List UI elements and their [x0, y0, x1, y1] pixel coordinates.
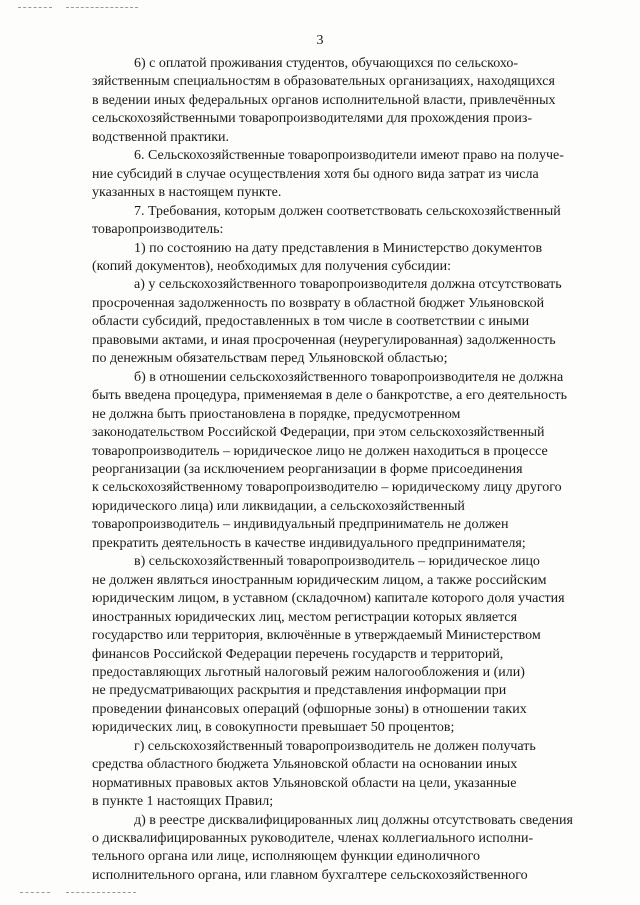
paragraph-subitem-a: а) у сельскохозяйственного товаропроизводителя должна отсутствовать просроченная задолженность по возврату в областной бюджет Ульяновской области субсидий, предоставленных в том числе в соответствии с иными правовыми актами, и иная просроченная (неурегулированная) задолженность по денежным обязательствам перед Ульяновской областью;	[92, 277, 562, 367]
paragraph-subitem-v: в) сельскохозяйственный товаропроизводитель – юридическое лицо не должен являться иностранным юридическим лицом, а также российским юридическим лицом, в уставном (складочном) капитале которого доля участия иностранных юридических лиц, местом регистрации которых является государство или территория, включённые в утверждаемый Министерством финансов Российской Федерации перечень государств и территорий, предоставляющих льготный налоговый режим налогообложения и (или) не предусматривающих раскрытия и представления информации при проведении финансовых операций (офшорные зоны) в отношении таких юридических лиц, в совокупности превышает 50 процентов;	[92, 554, 565, 736]
scan-edge-mark-bottom-center	[66, 892, 136, 893]
paragraph-6-practice: 6) с оплатой проживания студентов, обучающихся по сельскохо- зяйственным специальностям в образовательных организациях, находящихся в ведении иных федеральных органов исполнительной власти, привлечённых сельскохозяйственными товаропроизводителями для прохождения произ- водственной практики.	[92, 56, 556, 145]
page-number: 3	[316, 33, 324, 48]
paragraph-subitem-b: б) в отношении сельскохозяйственного товаропроизводителя не должна быть введена процедура, применяемая в деле о банкротстве, а его деятельность не должна быть приостановлена в порядке, предусмотренном законодательством Российской Федерации, при этом сельскохозяйственный товаропроизводитель – юридическое лицо не должен находиться в процессе реорганизации (за исключением реорганизации в форме присоединения к сельскохозяйственному товаропроизводителю – юридическому лицу другого юридического лица) или ликвидации, а сельскохозяйственный товаропроизводитель – индивидуальный предприниматель не должен прекратить деятельность в качестве индивидуального предпринимателя;	[92, 369, 568, 551]
paragraph-item-7: 7. Требования, которым должен соответствовать сельскохозяйственный товаропроизводитель:	[92, 203, 561, 238]
document-body	[92, 55, 614, 885]
paragraph-subitem-g: г) сельскохозяйственный товаропроизводитель не должен получать средства областного бюджета Ульяновской области на основании иных нормативных правовых актов Ульяновской области на цели, указанные в пункте 1 настоящих Правил;	[92, 738, 536, 810]
paragraph-subitem-d: д) в реестре дисквалифицированных лиц должны отсутствовать сведения о дисквалифицированных руководителе, членах коллегиального исполни- тельного органа или лице, исполняющем функции единоличного исполнительного органа, или главном бухгалтере сельскохозяйственного	[92, 812, 573, 883]
scan-edge-mark-bottom-left	[20, 892, 50, 893]
paragraph-item-6: 6. Сельскохозяйственные товаропроизводители имеют право на получе- ние субсидий в случае осуществления хотя бы одного вида затрат из числа указанных в настоящем пункте.	[92, 148, 564, 201]
scan-edge-mark-top-left	[18, 7, 52, 8]
paragraph-subitem-1: 1) по состоянию на дату представления в Министерство документов (копий документов), необходимых для получения субсидии:	[92, 240, 543, 274]
scan-edge-mark-top-center	[66, 7, 138, 8]
